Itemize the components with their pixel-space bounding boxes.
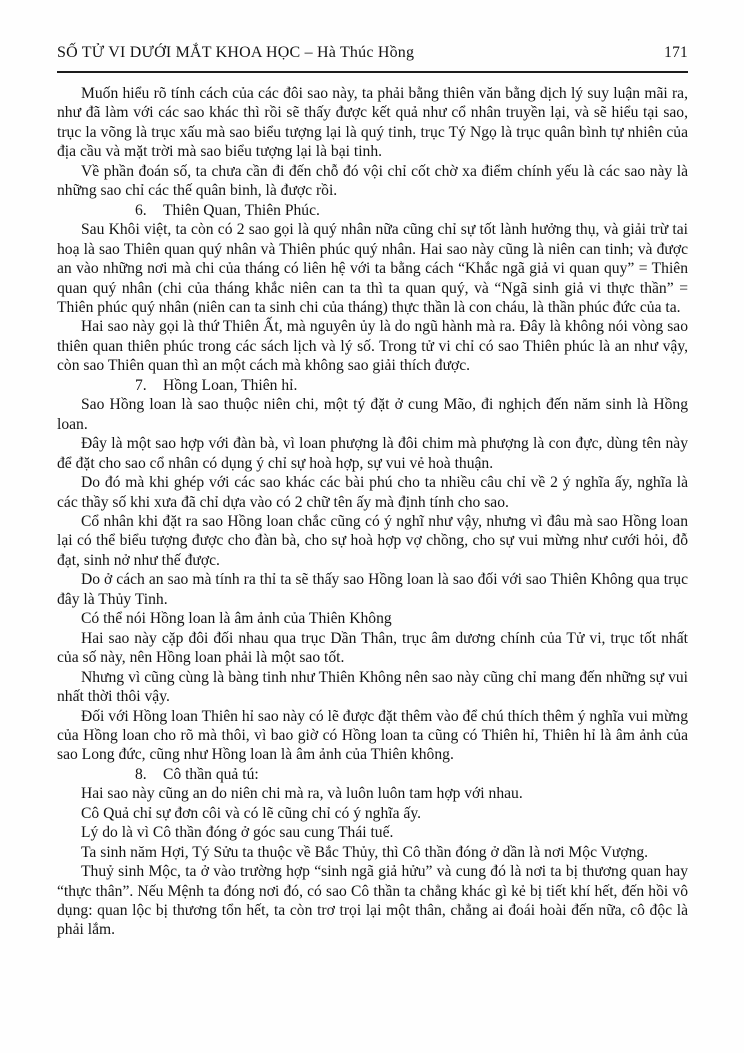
section-number: 7. [135,376,147,394]
paragraph: Ta sinh năm Hợi, Tý Sửu ta thuộc về Bắc Thủy, thì Cô thần đóng ở dần là nơi Mộc Vượng. [81,843,649,861]
section-number: 6. [135,201,147,219]
section-label: Cô thần quả tú: [163,765,259,783]
paragraph: Sau Khôi việt, ta còn có 2 sao gọi là quý nhân nữa cũng chỉ sự tốt lành hưởng thụ, và giải trừ tai hoạ là sao Thiên quan quý nhân và Thiên phúc quý nhân. Hai sao này cũng là niên can tinh; và được an vào những nơi mà chi của tháng có liên hệ với ta bằng cách “Khắc ngã giả vi quan quy” = Thiên quan quý nhân (chi của tháng khắc niên can ta thì ta quan quý, và “Ngã sinh giả vi thực thần” = Thiên phúc quý nhân (niên can ta sinh chi của tháng) thực thần là con cháu, là thần phúc đức của ta. [57,221,688,316]
paragraph: Hai sao này gọi là thứ Thiên Ất, mà nguyên ủy là do ngũ hành mà ra. Đây là không nói vòng sao thiên quan thiên phúc trong các sách lịch và lý số. Trong tử vi chỉ có sao Thiên phúc là an như vậy, còn sao Thiên quan thì an một cách mà không sao giải thích được. [57,318,688,375]
paragraph: Cổ nhân khi đặt ra sao Hồng loan chắc cũng có ý nghĩ như vậy, nhưng vì đâu mà sao Hồng loan lại có thể biểu tượng được cho đàn bà, cho sự hoà hợp vợ chồng, cho sự vui mừng như cưới hỏi, đỗ đạt, sinh nở như thế được. [57,512,688,569]
paragraph: Đây là một sao hợp với đàn bà, vì loan phượng là đôi chim mà phượng là con đực, dùng tên này để đặt cho sao cổ nhân có dụng ý chỉ sự hoà hợp, sự vui vẻ hoà thuận. [57,435,688,472]
running-header [57,44,688,73]
section-label: Hồng Loan, Thiên hỉ. [163,376,298,394]
paragraph: Do ở cách an sao mà tính ra thỉ ta sẽ thấy sao Hồng loan là sao đối với sao Thiên Không qua trục đây là Thủy Tinh. [57,571,688,608]
paragraph: Lý do là vì Cô thần đóng ở góc sau cung Thái tuế. [81,824,394,842]
paragraph: Sao Hồng loan là sao thuộc niên chi, một tý đặt ở cung Mão, đi nghịch đến năm sinh là Hồng loan. [57,396,688,433]
section-number: 8. [135,765,147,783]
paragraph: Nhưng vì cũng cùng là bàng tinh như Thiên Không nên sao này cũng chỉ mang đến những sự vui nhất thời thôi vậy. [57,668,688,706]
paragraph: Thuỷ sinh Mộc, ta ở vào trường hợp “sinh ngã giả hửu” và cung đó là nơi ta bị thương quan hay “thực thân”. Nếu Mệnh ta đóng nơi đó, có sao Cô thần ta chẳng khác gì kẻ bị tiết khí hết, đến hồi vô dụng: quan lộc bị thương tổn hết, ta còn trơ trọi lại một thân, chẳng ai đoái hoài đến nữa, cô độc là phải lắm. [57,863,688,939]
paragraph: Hai sao này cũng an do niên chi mà ra, và luôn luôn tam hợp với nhau. [81,785,523,803]
section-label: Thiên Quan, Thiên Phúc. [163,201,320,219]
section-heading [57,765,688,784]
paragraph: Do đó mà khi ghép với các sao khác các bài phú cho ta nhiều câu chỉ về 2 ý nghĩa ấy, nghĩa là các thầy số khi xưa đã chỉ dựa vào có 2 chữ tên ấy mà định tính cho sao. [57,474,688,511]
paragraph: Cô Quả chỉ sự đơn côi và có lẽ cũng chỉ có ý nghĩa ấy. [81,804,422,822]
section-heading [57,376,688,395]
paragraph: Đối với Hồng loan Thiên hỉ sao này có lẽ được đặt thêm vào để chú thích thêm ý nghĩa vui mừng của Hồng loan cho rõ mà thôi, vì bao giờ có Hồng loan ta cũng có Thiên hỉ, Thiên hỉ là âm ảnh của sao Long đức, cũng như Hồng loan là âm ảnh của Thiên không. [57,707,688,764]
paragraph: Muốn hiểu rõ tính cách của các đôi sao này, ta phải bằng thiên văn bằng dịch lý suy luận mãi ra, như đã làm với các sao khác thì rồi sẽ thấy được kết quả như cổ nhân truyền lại, và sẽ hiểu tại sao, trục la võng là trục xấu mà sao biểu tượng lại là quý tinh, trục Tý Ngọ là trục quân bình tự nhiên của địa cầu và mặt trời mà sao biểu tượng lại là bại tinh. [57,85,688,161]
document-body [57,84,688,940]
book-title: SỐ TỬ VI DƯỚI MẮT KHOA HỌC – Hà Thúc Hồng [57,44,415,61]
paragraph: Hai sao này cặp đôi đối nhau qua trục Dần Thân, trục âm dương chính của Tử vi, trục tốt nhất của số này, nên Hồng loan phải là một sao tốt. [57,629,688,667]
paragraph: Về phần đoán số, ta chưa cần đi đến chỗ đó vội chỉ cốt chờ xa điểm chính yếu là các sao này là những sao chỉ các thế quân binh, là được rồi. [57,162,688,200]
paragraph: Có thể nói Hồng loan là âm ảnh của Thiên Không [81,610,392,628]
page-number: 171 [664,44,688,61]
section-heading [57,201,688,220]
